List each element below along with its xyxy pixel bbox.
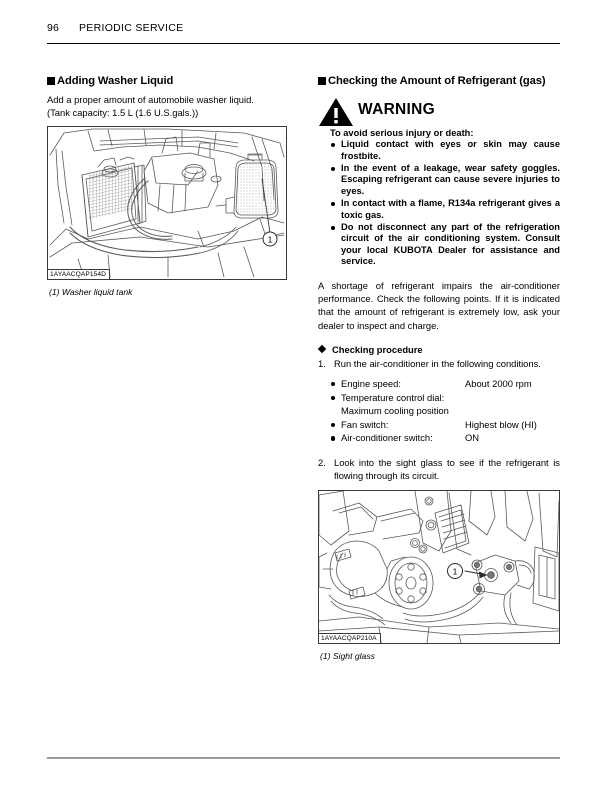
figure-washer-callout-1: 1 [267,234,273,245]
washer-paragraph-2: (Tank capacity: 1.5 L (1.6 U.S.gals.)) [47,107,199,119]
warning-item: In contact with a flame, R134a refrigerant gives a toxic gas. [330,198,560,221]
section-heading-washer-label: Adding Washer Liquid [57,75,174,87]
step-number: 1. [318,357,326,369]
figure-washer-caption: (1) Washer liquid tank [49,287,133,298]
condition-row [330,377,560,391]
condition-row [330,431,560,445]
section-heading-refrigerant [318,74,560,89]
washer-paragraph-1: Add a proper amount of automobile washer liquid. [47,94,254,105]
page-title: PERIODIC SERVICE [79,22,184,34]
condition-row [330,391,560,418]
footer-rule [47,757,560,759]
step-text: Look into the sight glass to see if the refrigerant is flowing through its circuit. [334,456,560,481]
step-text: Run the air-conditioner in the following conditions. [334,357,541,369]
procedure-step-list-2 [318,456,560,482]
section-heading-washer [47,74,287,89]
condition-value: Highest blow (HI) [465,418,537,430]
figure-sight-glass [318,490,560,644]
procedure-step [318,357,560,370]
figure-washer-liquid-tank [47,126,287,280]
condition-value: Maximum cooling position [341,405,449,417]
section-heading-refrigerant-label: Checking the Amount of Refrigerant (gas) [328,75,546,87]
condition-value: About 2000 rpm [465,377,532,389]
page-number: 96 [47,22,60,34]
figure-sight-glass-illustration [319,491,559,643]
warning-triangle-icon [318,97,354,127]
condition-key: Temperature control dial: [341,391,445,403]
warning-item: Do not disconnect any part of the refrigeration circuit of the air conditioning system. Consult your local KUBOTA Dealer for assistance and service. [330,222,560,268]
right-column [318,74,560,661]
square-bullet-icon [47,77,55,85]
figure-sight-glass-caption: (1) Sight glass [320,651,375,662]
condition-row [330,418,560,432]
figure-washer-illustration [48,127,286,279]
warning-lead: To avoid serious injury or death: [330,128,474,138]
warning-word: WARNING [358,101,436,118]
condition-value: ON [465,432,480,444]
page-header [47,22,560,44]
condition-key: Air-conditioner switch: [341,432,433,444]
condition-key: Fan switch: [341,418,389,430]
warning-item: In the event of a leakage, wear safety goggles. Escaping refrigerant can cause severe injuries to eyes. [330,163,560,198]
warning-list [318,139,560,268]
procedure-heading: Checking procedure [318,344,560,355]
step-number: 2. [318,456,326,468]
condition-key: Engine speed: [341,377,401,389]
left-column [47,74,287,297]
figure-sight-glass-id: 1AYAACQAP210A [319,633,381,643]
warning-item: Liquid contact with eyes or skin may cause frostbite. [330,139,560,162]
procedure-step [318,456,560,482]
warning-header [318,97,560,127]
procedure-step-list-1 [318,357,560,370]
refrigerant-paragraph: A shortage of refrigerant impairs the air-conditioner performance. Check the following points. If it is indicated that the amount of refrigerant is extremely low, ask your dealer to inspect and charge. [318,280,560,331]
figure-sight-glass-callout-1: 1 [452,566,458,577]
conditions-list [318,377,560,445]
square-bullet-icon [318,77,326,85]
figure-washer-id: 1AYAACQAP154D [48,269,110,279]
header-rule [47,43,560,44]
